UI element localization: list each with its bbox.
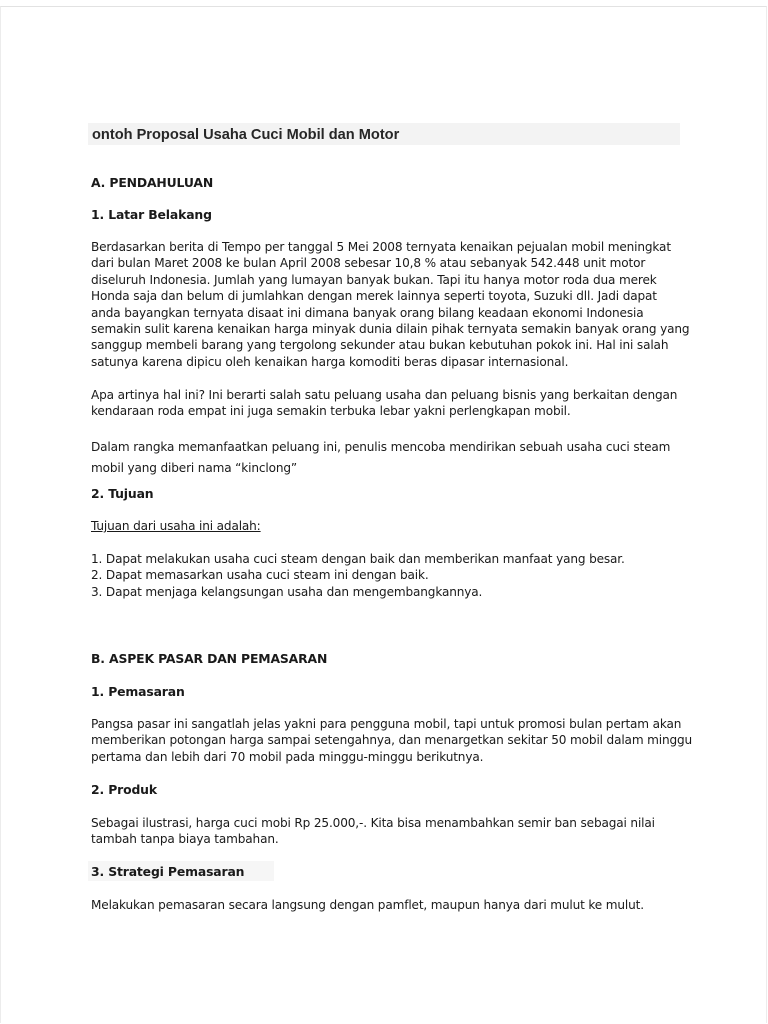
tujuan-heading: 2. Tujuan <box>91 486 154 501</box>
produk-heading: 2. Produk <box>91 782 157 797</box>
paragraph-line: Apa artinya hal ini? Ini berarti salah satu peluang usaha dan peluang bisnis yang berkaitan dengan <box>91 388 678 402</box>
paragraph-line: Sebagai ilustrasi, harga cuci mobi Rp 25.000,-. Kita bisa menambahkan semir ban sebagai nilai <box>91 816 655 830</box>
paragraph-line: Melakukan pemasaran secara langsung dengan pamflet, maupun hanya dari mulut ke mulut. <box>91 898 644 912</box>
paragraph-line: Dalam rangka memanfaatkan peluang ini, penulis mencoba mendirikan sebuah usaha cuci steam <box>91 440 671 454</box>
latar-belakang-paragraph-3 <box>91 437 670 479</box>
paragraph-line: Honda saja dan belum di jumlahkan dengan merek lainnya seperti toyota, Suzuki dll. Jadi dapat <box>91 289 657 304</box>
document-title: ontoh Proposal Usaha Cuci Mobil dan Motor <box>92 127 400 143</box>
paragraph-line: Pangsa pasar ini sangatlah jelas yakni para pengguna mobil, tapi untuk promosi bulan pertam akan <box>91 717 682 731</box>
paragraph-line: anda bayangkan ternyata disaat ini dimana banyak orang bilang keadaan ekonomi Indonesia <box>91 305 644 320</box>
paragraph-line: diseluruh Indonesia. Jumlah yang lumayan banyak bukan. Tapi itu hanya motor roda dua merek <box>91 272 657 287</box>
section-a-heading: A. PENDAHULUAN <box>91 175 214 190</box>
list-item: 2. Dapat memasarkan usaha cuci steam ini dengan baik. <box>91 568 429 583</box>
paragraph-line: semakin sulit karena kenaikan harga minyak dunia dilain pihak ternyata semakin banyak orang yang <box>91 322 690 337</box>
paragraph-line: dari bulan Maret 2008 ke bulan April 2008 sebesar 10,8 % atau sebanyak 542.448 unit motor <box>91 256 646 271</box>
section-b-heading: B. ASPEK PASAR DAN PEMASARAN <box>91 651 328 666</box>
paragraph-line: mobil yang diberi nama “kinclong” <box>91 461 297 475</box>
pemasaran-heading: 1. Pemasaran <box>91 684 185 699</box>
produk-paragraph <box>91 815 655 848</box>
paragraph-line: kendaraan roda empat ini juga semakin terbuka lebar yakni perlengkapan mobil. <box>91 404 571 419</box>
tujuan-list <box>91 551 625 600</box>
paragraph-line: Berdasarkan berita di Tempo per tanggal 5 Mei 2008 ternyata kenaikan pejualan mobil meningkat <box>91 240 671 254</box>
paragraph-line: tambah tanpa biaya tambahan. <box>91 832 279 847</box>
list-item: 3. Dapat menjaga kelangsungan usaha dan mengembangkannya. <box>91 584 483 599</box>
paragraph-line: pertama dan lebih dari 70 mobil pada minggu-minggu berikutnya. <box>91 749 484 764</box>
pemasaran-paragraph <box>91 716 692 765</box>
latar-belakang-paragraph-2 <box>91 387 677 420</box>
tujuan-intro: Tujuan dari usaha ini adalah: <box>91 519 261 533</box>
list-item: 1. Dapat melakukan usaha cuci steam dengan baik dan memberikan manfaat yang besar. <box>91 552 625 566</box>
paragraph-line: memberikan potongan harga sampai setengahnya, dan menargetkan sekitar 50 mobil dalam minggu <box>91 733 693 748</box>
latar-belakang-paragraph-1 <box>91 239 689 370</box>
paragraph-line: sanggup membeli barang yang tergolong sekunder atau bukan kebutuhan pokok ini. Hal ini salah <box>91 338 669 353</box>
latar-belakang-heading: 1. Latar Belakang <box>91 207 212 222</box>
strategi-paragraph <box>91 897 644 913</box>
paragraph-line: satunya karena dipicu oleh kenaikan harga komoditi beras dipasar internasional. <box>91 354 569 369</box>
strategi-heading: 3. Strategi Pemasaran <box>91 864 245 879</box>
